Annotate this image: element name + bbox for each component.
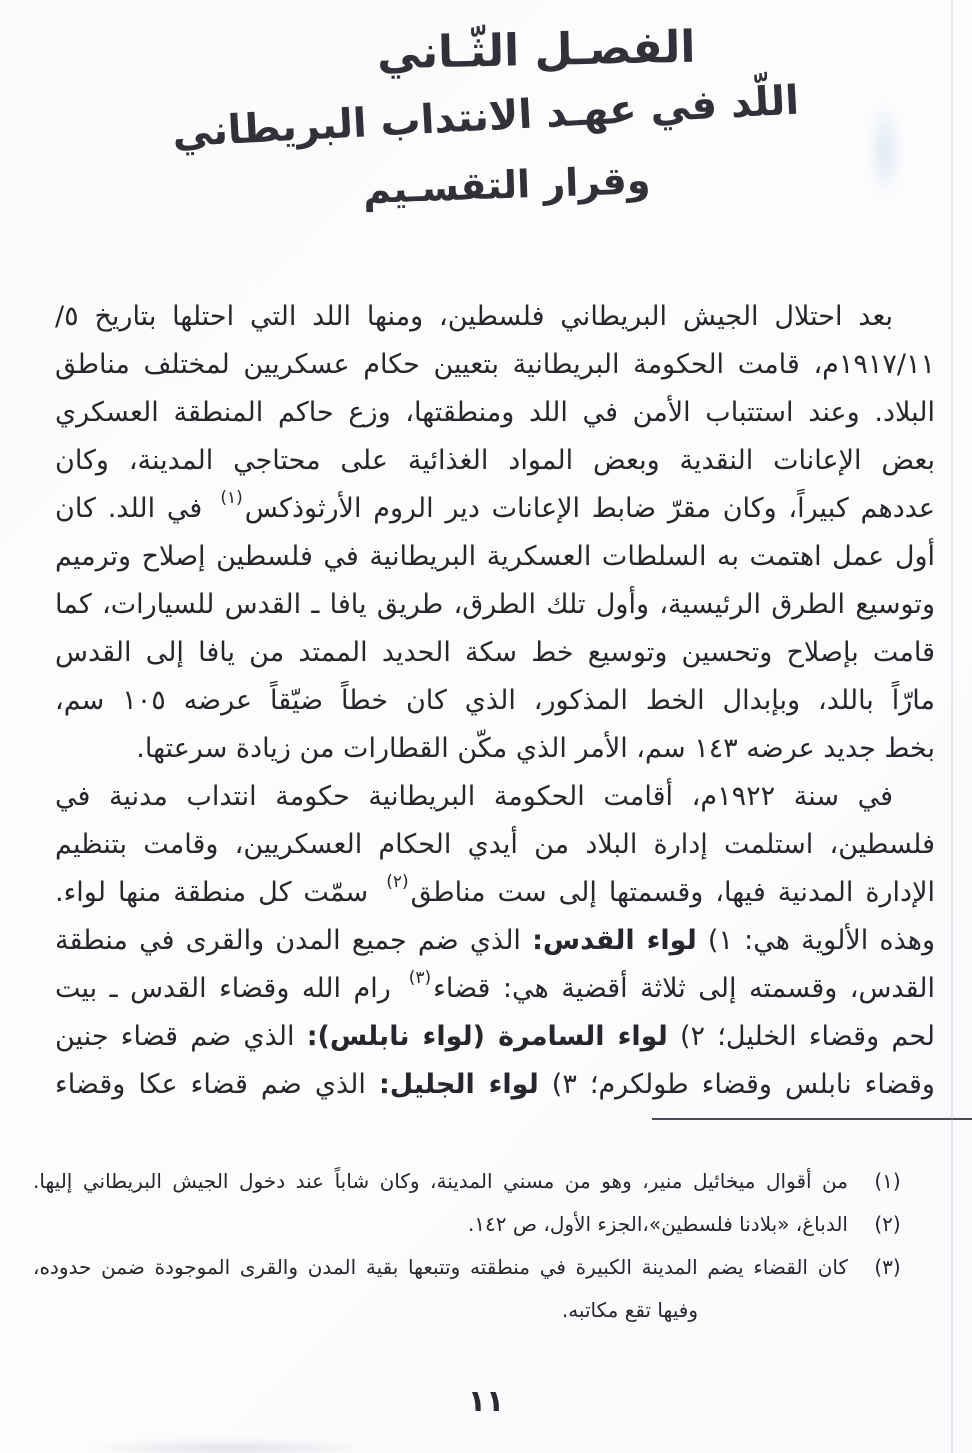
text-line: البلاد. وعند استتباب الأمن في اللد ومنطقتها، وزع حاكم المنطقة العسكري <box>55 397 935 428</box>
text-line: فلسطين، استلمت إدارة البلاد من أيدي الحكام العسكريين، وقامت بتنظيم <box>55 829 935 860</box>
text-segment: لحم وقضاء الخليل؛ ٢) <box>667 1021 935 1052</box>
footnote-separator <box>652 1118 972 1120</box>
text-segment: سمّت كل منطقة منها لواء. <box>55 877 369 908</box>
footnote-3 <box>33 1246 915 1289</box>
footnote-3-marker-spacer <box>860 1289 915 1332</box>
text-line: بخط جديد عرضه ١٤٣ سم، الأمر الذي مكّن القطارات من زيادة سرعتها. <box>136 733 935 764</box>
text-line: مارّاً باللد، وبإبدال الخط المذكور، الذي كان خطاً ضيّقاً عرضه ١٠٥ سم، <box>55 685 935 716</box>
scan-artifact-line <box>951 0 953 1453</box>
footnote-1-marker: (١) <box>874 1169 901 1193</box>
page-body <box>0 293 972 1109</box>
text-line <box>55 1013 935 1061</box>
text-line: بعد احتلال الجيش البريطاني فلسطين، ومنها اللد التي احتلها بتاريخ ٥/ <box>55 301 893 332</box>
text-line <box>55 485 935 533</box>
text-segment: الذي ضم قضاء جنين <box>55 1021 307 1052</box>
chapter-title-line-3 <box>21 154 972 216</box>
chapter-title-text-3: وقرار التقسـيم <box>362 157 652 213</box>
text-segment: وهذه الألوية هي: ١) <box>696 925 936 956</box>
text-line: بعض الإعانات النقدية وبعض المواد الغذائية على محتاجي المدينة، وكان <box>55 445 935 476</box>
text-segment: الذي ضم قضاء عكا وقضاء <box>55 1069 379 1100</box>
text-segment: عددهم كبيراً، وكان مقرّ ضابط الإعانات دير الروم الأرثوذكس <box>244 493 935 524</box>
footnote-3-marker: (٣) <box>874 1255 901 1279</box>
footnote-ref-2: (٢) <box>386 872 409 892</box>
page-number: ١١ <box>467 1384 505 1419</box>
footnote-3-text-line-2: وفيها تقع مكاتبه. <box>561 1298 698 1322</box>
footnote-1 <box>33 1160 915 1203</box>
chapter-title-text-1: الفصـل الثّـاني <box>376 21 696 80</box>
district-name-samaria: لواء السامرة (لواء نابلس): <box>306 1021 668 1052</box>
text-line <box>55 869 935 917</box>
text-line <box>55 1061 935 1109</box>
footnote-3-text-line-1: كان القضاء يضم المدينة الكبيرة في منطقته وتتبعها بقية المدن والقرى الموجودة ضمن حدوده، <box>33 1255 848 1279</box>
chapter-title-line-2 <box>0 77 972 157</box>
text-segment: القدس، وقسمته إلى ثلاثة أقضية هي: قضاء <box>433 973 935 1004</box>
text-line: قامت بإصلاح وتحسين وتوسيع خط سكة الحديد الممتد من يافا إلى القدس <box>55 637 935 668</box>
text-line <box>55 965 935 1013</box>
footnote-3-continuation <box>33 1289 915 1332</box>
footnote-ref-3: (٣) <box>408 968 432 988</box>
footnote-1-text: من أقوال ميخائيل منير، وهو من مسني المدينة، وكان شاباً عند دخول الجيش البريطاني إليها. <box>33 1169 848 1193</box>
district-name-galilee: لواء الجليل: <box>378 1069 539 1100</box>
chapter-title-text-2: اللّد في عهـد الانتداب البريطاني <box>171 77 801 157</box>
text-segment: وقضاء نابلس وقضاء طولكرم؛ ٣) <box>538 1069 935 1100</box>
text-line <box>55 917 935 965</box>
text-segment: الذي ضم جميع المدن والقرى في منطقة <box>55 925 533 956</box>
footnote-2 <box>33 1203 915 1246</box>
text-segment: في اللد. كان <box>55 493 203 524</box>
text-line: أول عمل اهتمت به السلطات العسكرية البريطانية في فلسطين إصلاح وترميم <box>55 541 935 572</box>
text-line: وتوسيع الطرق الرئيسية، وأول تلك الطرق، طريق يافا ـ القدس للسيارات، كما <box>55 589 935 620</box>
scan-artifact-smudge <box>90 1440 370 1453</box>
chapter-title-line-1 <box>50 22 972 80</box>
chapter-title-block <box>0 0 972 216</box>
paragraph-1 <box>55 293 935 773</box>
text-line: في سنة ١٩٢٢م، أقامت الحكومة البريطانية حكومة انتداب مدنية في <box>55 781 893 812</box>
district-name-jerusalem: لواء القدس: <box>532 925 697 956</box>
footnotes-section <box>0 1160 972 1332</box>
footnote-2-text: الدباغ، «بلادنا فلسطين»،الجزء الأول، ص ١٤٢. <box>467 1212 848 1236</box>
text-segment: الإدارة المدنية فيها، وقسمتها إلى ست مناطق <box>410 877 935 908</box>
paragraph-2 <box>55 773 935 1109</box>
text-line: ١٩١٧/١١م، قامت الحكومة البريطانية بتعيين حكام عسكريين لمختلف مناطق <box>55 349 935 380</box>
footnote-ref-1: (١) <box>220 488 243 508</box>
text-segment: رام الله وقضاء القدس ـ بيت <box>55 973 391 1004</box>
footnote-2-marker: (٢) <box>874 1212 901 1236</box>
